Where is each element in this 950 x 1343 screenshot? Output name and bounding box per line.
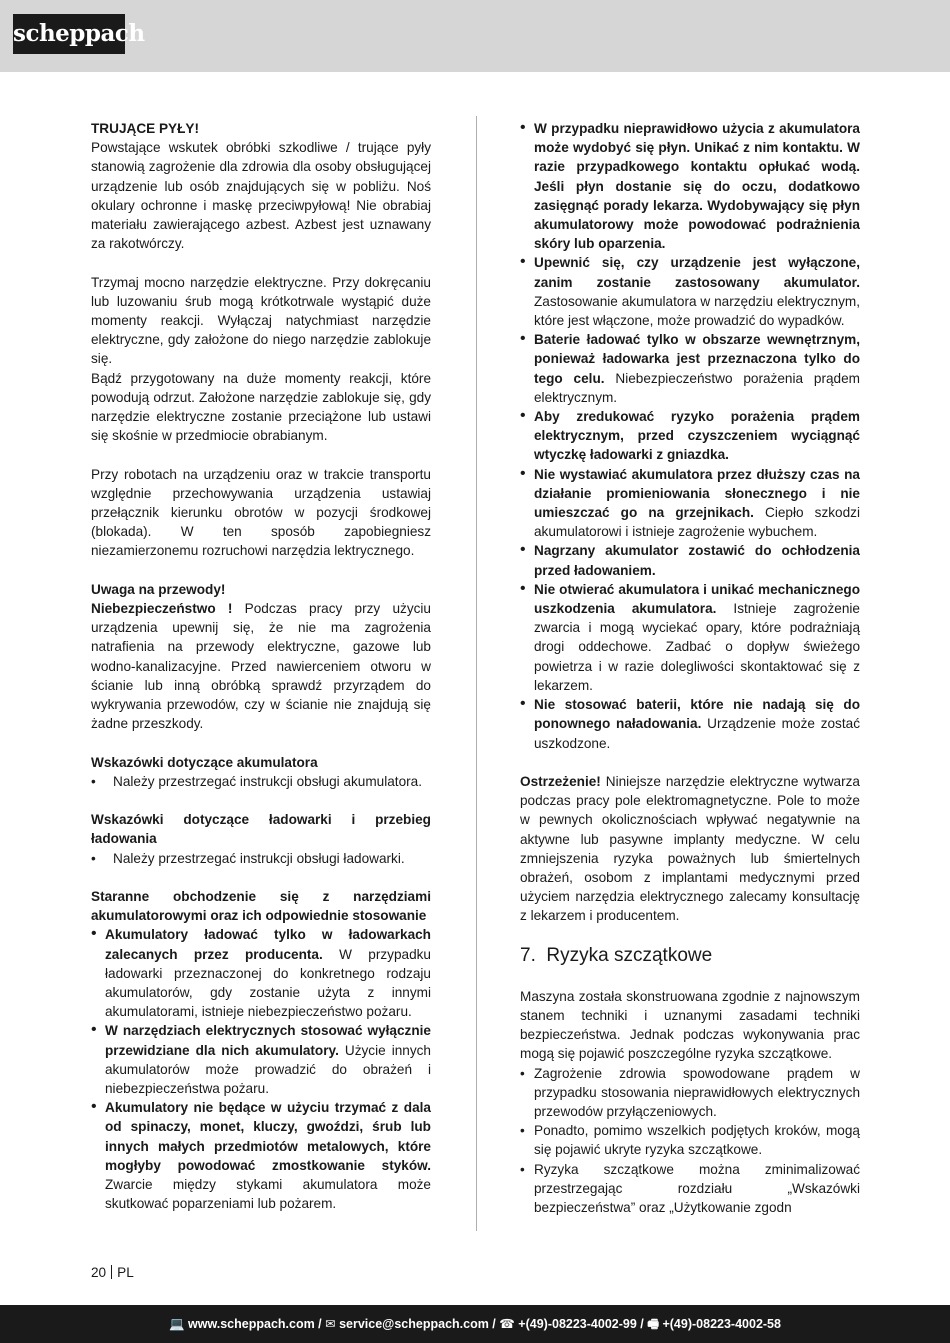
list-item: • Akumulatory nie będące w użyciu trzymać z dala od spinaczy, monet, kluczy, gwoździ, śrub lub innych małych przedmiotów metalowych, które mogłyby powodować zmostkowanie styków. Zwarcie między stykami akumulatora może skutkować poparzeniami lub pożarem. — [91, 1098, 431, 1213]
list-item: • Ponadto, pomimo wszelkich podjętych kroków, mogą się pojawić ukryte ryzyka szczątkowe. — [520, 1121, 860, 1159]
emf-warning-text: Ostrzeżenie! Niniejsze narzędzie elektryczne wytwarza podczas pracy pole elektromagnetyczne. Pole to może w pewnych okolicznościach wpływać negatywnie na aktywne lub pasywne implanty medyczne. W celu zmniejszenia ryzyka poważnych lub śmiertelnych obrażeń, osobom z implantami medycznymi przed użyciem narzędzia elektrycznego zalecamy konsultację z lekarzem i producentem. — [520, 773, 860, 924]
list-item: • Ryzyka szczątkowe można zminimalizować przestrzegając rozdziału „Wskazówki bezpieczeństwa” oraz „Użytkowanie zgodn — [520, 1160, 860, 1218]
list-item: • Nie wystawiać akumulatora przez dłuższy czas na działanie promieniowania słonecznego i nie umieszczać go na grzejnikach. Ciepło szkodzi akumulatorowi i istnieje zagrożenie wybuchem. — [520, 465, 860, 542]
battery-notes-title: Wskazówki dotyczące akumulatora — [91, 754, 318, 770]
list-item: • Nagrzany akumulator zostawić do ochłodzenia przed ładowaniem. — [520, 541, 860, 579]
cables-title: Uwaga na przewody! — [91, 581, 226, 597]
page-footer: 💻 www.scheppach.com / ✉ service@scheppach.com / ☎ +(49)-08223-4002-99 / 🖷 +(49)-08223-4002-58 — [0, 1305, 950, 1343]
care-title: Staranne obchodzenie się z narzędziami akumulatorowymi oraz ich odpowiednie stosowanie — [91, 889, 431, 924]
residual-risks-text: Maszyna została skonstruowana zgodnie z najnowszym stanem techniki i uznanymi zasadami techniki bezpieczeństwa. Jednak podczas wykonywania prac mogą się pojawić poszczególne ryzyka szczątkowe. — [520, 988, 860, 1062]
brand-logo: scheppach — [13, 14, 125, 54]
reaction-text: Bądź przygotowany na duże momenty reakcji, które powodują odrzut. Założone narzędzie zablokuje się, gdy narzędzie elektryczne zostanie przeciążone lub ustawi się skośnie w przedmiocie obrabianym. — [91, 370, 431, 444]
list-item: • W przypadku nieprawidłowo użycia z akumulatora może wydobyć się płyn. Unikać z nim kontaktu. W razie przypadkowego kontaktu opłukać wodą. Jeśli płyn dostanie się do oczu, dodatkowo zasięgnąć porady lekarza. Wydobywający się płyn akumulatorowy może powodować podrażnienia skóry lub oparzenia. — [520, 119, 860, 253]
list-item: • Baterie ładować tylko w obszarze wewnętrznym, ponieważ ładowarka jest przeznaczona tylko do tego celu. Niebezpieczeństwo porażenia prądem elektrycznym. — [520, 330, 860, 407]
list-item: • Zagrożenie zdrowia spowodowane prądem w przypadku stosowania nieprawidłowych elektrycznych przewodów przyłączeniowych. — [520, 1064, 860, 1122]
toxic-dust-text: Powstające wskutek obróbki szkodliwe / trujące pyły stanowią zagrożenie dla zdrowia dla osoby obsługującej urządzenie lub osób znajdujących się w pobliżu. Noś okulary ochronne i maskę przeciwpyłową! Nie obrabiaj materiału zawierającego azbest. Azbest jest uznawany za rakotwórczy. — [91, 140, 431, 252]
charger-notes-list — [91, 849, 431, 868]
care-list — [91, 925, 431, 1213]
warning-label: Ostrzeżenie! — [520, 773, 601, 789]
list-item: • Upewnić się, czy urządzenie jest wyłączone, zanim zostanie zastosowany akumulator. Zastosowanie akumulatora w narzędziu elektrycznym, które jest włączone, może prowadzić do wypadków. — [520, 253, 860, 330]
cables-text: Niebezpieczeństwo ! Podczas pracy przy użyciu urządzenia upewnij się, że nie ma zagrożenia natrafienia na przewody elektryczne, gazowe lub wodno-kanalizacyjne. Przed nawierceniem otworu w ścianie lub inną obróbką sprawdź przyrządem do wykrywania przewodów, czy w ścianie nie znajdują się żadne przeszkody. — [91, 601, 431, 732]
list-item: • Aby zredukować ryzyko porażenia prądem elektrycznym, przed czyszczeniem wyciągnąć wtyczkę ładowarki z gniazdka. — [520, 407, 860, 465]
page-header — [0, 0, 950, 72]
right-column — [520, 119, 860, 1217]
column-divider — [476, 116, 477, 1231]
hold-tool-text: Trzymaj mocno narzędzie elektryczne. Przy dokręcaniu lub luzowaniu śrub mogą krótkotrwale wystąpić duże momenty reakcji. Wyłączaj natychmiast narzędzie elektryczne, gdy założone do niego narzędzie zablokuje się. — [91, 274, 431, 367]
list-item: • Nie stosować baterii, które nie nadają się do ponownego naładowania. Urządzenie może zostać uszkodzone. — [520, 695, 860, 753]
residual-risks-list — [520, 1064, 860, 1218]
charger-notes-title: Wskazówki dotyczące ładowarki i przebieg ładowania — [91, 812, 431, 847]
left-column — [91, 119, 431, 1213]
list-item: • Należy przestrzegać instrukcji obsługi akumulatora. — [91, 772, 431, 791]
section-title: 7. Ryzyka szczątkowe — [520, 944, 713, 966]
list-item: • W narzędziach elektrycznych stosować wyłącznie przewidziane dla nich akumulatory. Użycie innych akumulatorów może prowadzić do obrażeń i niebezpieczeństwa pożaru. — [91, 1021, 431, 1098]
page-number: 20 PL — [91, 1265, 134, 1280]
danger-label: Niebezpieczeństwo ! — [91, 601, 233, 617]
list-item: • Należy przestrzegać instrukcji obsługi ładowarki. — [91, 849, 431, 868]
list-item: • Nie otwierać akumulatora i unikać mechanicznego uszkodzenia akumulatora. Istnieje zagrożenie zwarcia i mogą wyciekać opary, które podrażniają drogi oddechowe. Zadbać o dopływ świeżego powietrza i w razie dolegliwości skontaktować się z lekarzem. — [520, 580, 860, 695]
battery-notes-list — [91, 772, 431, 791]
list-item: • Akumulatory ładować tylko w ładowarkach zalecanych przez producenta. W przypadku ładowarki przeznaczonej do konkretnego rodzaju akumulatorów, gdy zostanie użyta z innymi akumulatorami, istnieje niebezpieczeństwo pożaru. — [91, 925, 431, 1021]
toxic-dust-title: TRUJĄCE PYŁY! — [91, 121, 200, 136]
battery-safety-list — [520, 119, 860, 753]
transport-text: Przy robotach na urządzeniu oraz w trakcie transportu względnie przechowywania urządzenia ustawiaj przełącznik kierunku obrotów w pozycji środkowej (blokada). W ten sposób zapobiegniesz niezamierzonemu rozruchowi narzędzia lektrycznego. — [91, 466, 431, 559]
